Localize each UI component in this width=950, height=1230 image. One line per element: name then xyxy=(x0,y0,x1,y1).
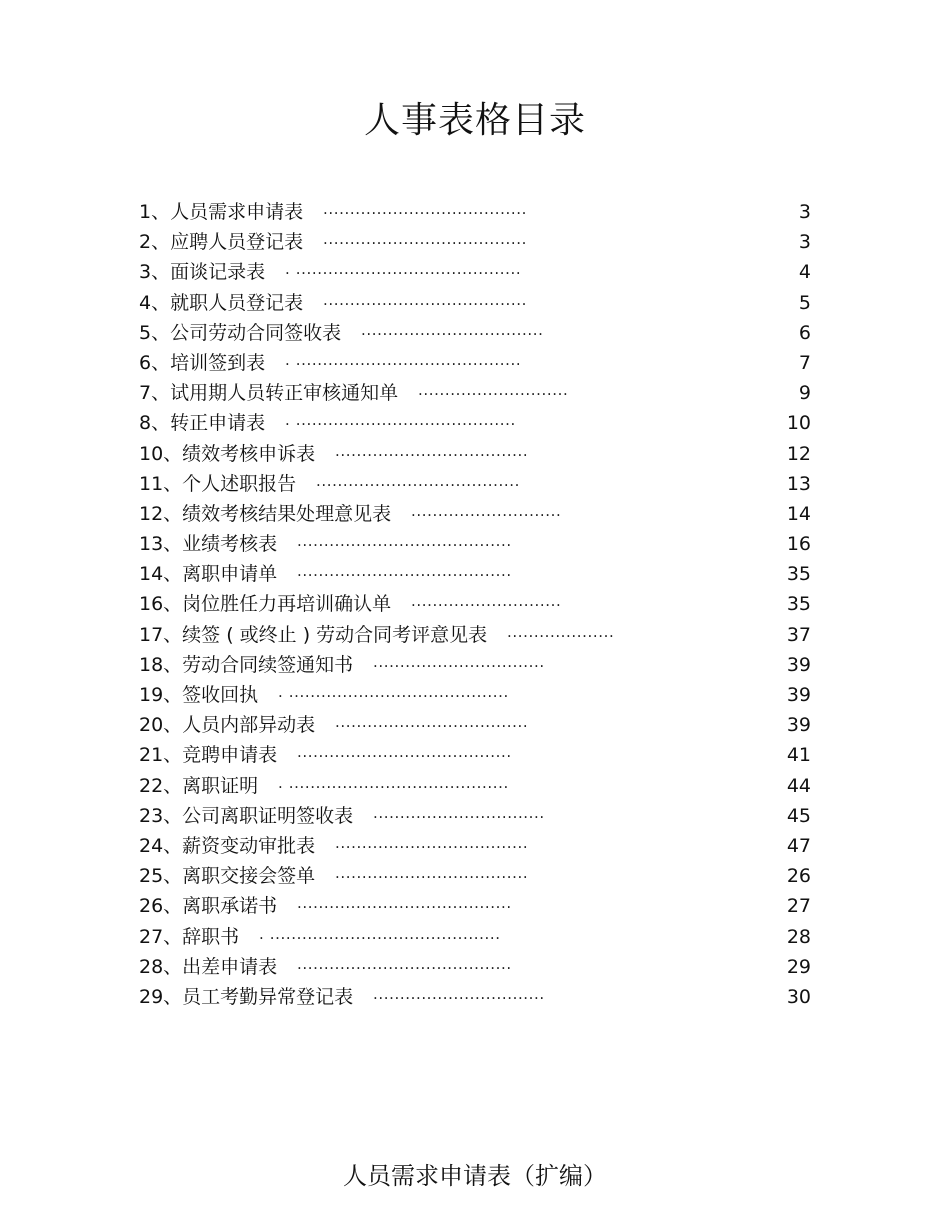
toc-dot-leader: ................................ xyxy=(373,652,545,671)
toc-entry-page-number: 30 xyxy=(786,985,811,1008)
toc-entry-label: 24、薪资变动审批表 xyxy=(139,834,316,857)
toc-entry-label: 17、续签 ( 或终止 ) 劳动合同考评意见表 xyxy=(139,623,488,646)
toc-entry[interactable] xyxy=(139,680,811,710)
toc-entry-page-number: 3 xyxy=(798,231,811,254)
toc-entry-page-number: 44 xyxy=(786,774,811,797)
toc-entry[interactable] xyxy=(139,891,811,921)
toc-entry-label: 2、应聘人员登记表 xyxy=(139,231,304,254)
toc-dot-leader: . ......................................... xyxy=(278,683,509,701)
toc-entry[interactable] xyxy=(139,922,811,952)
toc-dot-leader: ................................ xyxy=(373,803,545,822)
toc-dot-leader: ............................ xyxy=(411,501,562,520)
toc-entry-label: 13、业绩考核表 xyxy=(139,533,278,556)
toc-dot-leader: .................................... xyxy=(335,864,529,883)
toc-entry[interactable] xyxy=(139,197,811,227)
toc-dot-leader: ...................................... xyxy=(316,471,520,490)
toc-dot-leader: ............................ xyxy=(411,592,562,611)
toc-entry[interactable] xyxy=(139,439,811,469)
toc-entry-page-number: 35 xyxy=(786,593,811,616)
toc-entry[interactable] xyxy=(139,529,811,559)
toc-entry-label: 18、劳动合同续签通知书 xyxy=(139,653,354,676)
toc-entry[interactable] xyxy=(139,982,811,1012)
toc-entry[interactable] xyxy=(139,801,811,831)
section-heading: 人员需求申请表（扩编） xyxy=(343,1162,607,1190)
page-title: 人事表格目录 xyxy=(363,100,586,141)
toc-entry-page-number: 47 xyxy=(786,834,811,857)
toc-entry-label: 11、个人述职报告 xyxy=(139,472,297,495)
toc-entry-page-number: 26 xyxy=(786,865,811,888)
toc-dot-leader: .................................... xyxy=(335,833,529,852)
toc-entry-page-number: 27 xyxy=(786,895,811,918)
toc-entry-label: 4、就职人员登记表 xyxy=(139,291,304,314)
toc-entry-label: 26、离职承诺书 xyxy=(139,895,278,918)
table-of-contents xyxy=(139,197,811,1012)
toc-entry[interactable] xyxy=(139,348,811,378)
toc-entry-label: 27、辞职书 xyxy=(139,925,240,948)
toc-entry-label: 3、面谈记录表 xyxy=(139,261,266,284)
toc-entry-label: 12、绩效考核结果处理意见表 xyxy=(139,502,392,525)
toc-entry-page-number: 28 xyxy=(786,925,811,948)
toc-entry-page-number: 9 xyxy=(798,382,811,405)
toc-dot-leader: . ......................................... xyxy=(285,411,516,430)
toc-entry-label: 8、转正申请表 xyxy=(139,412,266,435)
toc-dot-leader: ............................ xyxy=(418,381,569,400)
toc-dot-leader: .................................... xyxy=(335,713,529,732)
toc-dot-leader: . ......................................... xyxy=(278,773,509,792)
toc-entry[interactable] xyxy=(139,620,811,650)
toc-entry-page-number: 7 xyxy=(798,351,811,374)
toc-dot-leader: ........................................ xyxy=(297,532,512,551)
toc-entry[interactable] xyxy=(139,318,811,348)
toc-entry-label: 22、离职证明 xyxy=(139,774,259,797)
toc-entry-page-number: 3 xyxy=(798,201,811,223)
toc-entry-page-number: 4 xyxy=(798,261,811,284)
toc-entry[interactable] xyxy=(139,257,811,287)
toc-entry[interactable] xyxy=(139,378,811,408)
toc-entry-page-number: 29 xyxy=(786,955,811,978)
toc-entry-page-number: 41 xyxy=(786,744,811,767)
toc-dot-leader: ........................................ xyxy=(297,562,512,581)
toc-entry-page-number: 13 xyxy=(786,472,811,495)
toc-entry-page-number: 37 xyxy=(786,623,811,646)
toc-dot-leader: ...................................... xyxy=(323,230,527,249)
toc-dot-leader: .................................. xyxy=(361,320,544,339)
toc-entry[interactable] xyxy=(139,710,811,740)
toc-entry[interactable] xyxy=(139,499,811,529)
toc-entry-label: 29、员工考勤异常登记表 xyxy=(139,985,354,1008)
toc-entry[interactable] xyxy=(139,740,811,770)
toc-entry-page-number: 12 xyxy=(786,442,811,465)
toc-dot-leader: ........................................ xyxy=(297,954,512,973)
toc-dot-leader: ........................................ xyxy=(297,743,512,762)
toc-entry-label: 19、签收回执 xyxy=(139,684,259,706)
toc-entry[interactable] xyxy=(139,952,811,982)
toc-entry-page-number: 39 xyxy=(786,653,811,676)
toc-dot-leader: .................................... xyxy=(335,441,529,460)
toc-entry[interactable] xyxy=(139,589,811,619)
toc-entry[interactable] xyxy=(139,650,811,680)
toc-entry-page-number: 5 xyxy=(798,291,811,314)
toc-entry-label: 10、绩效考核申诉表 xyxy=(139,442,316,465)
toc-entry-page-number: 39 xyxy=(786,714,811,737)
toc-entry[interactable] xyxy=(139,861,811,891)
toc-entry-label: 1、人员需求申请表 xyxy=(139,201,304,223)
toc-entry-page-number: 10 xyxy=(786,412,811,435)
toc-entry-label: 25、离职交接会签单 xyxy=(139,865,316,888)
toc-entry[interactable] xyxy=(139,831,811,861)
toc-entry-label: 6、培训签到表 xyxy=(139,351,266,374)
toc-dot-leader: .................... xyxy=(507,622,615,641)
toc-entry-page-number: 16 xyxy=(786,533,811,556)
toc-entry[interactable] xyxy=(139,408,811,438)
toc-entry-label: 16、岗位胜任力再培训确认单 xyxy=(139,593,392,616)
toc-dot-leader: ...................................... xyxy=(323,200,527,218)
toc-dot-leader: ........................................ xyxy=(297,894,512,913)
toc-entry[interactable] xyxy=(139,469,811,499)
toc-dot-leader: ................................ xyxy=(373,984,545,1003)
toc-entry-label: 21、竞聘申请表 xyxy=(139,744,278,767)
toc-entry-label: 7、试用期人员转正审核通知单 xyxy=(139,382,399,405)
toc-dot-leader: . .......................................... xyxy=(285,260,522,279)
toc-entry-page-number: 6 xyxy=(798,321,811,344)
toc-entry[interactable] xyxy=(139,227,811,257)
toc-entry[interactable] xyxy=(139,288,811,318)
toc-dot-leader: . .......................................... xyxy=(285,350,522,369)
toc-dot-leader: ...................................... xyxy=(323,290,527,309)
toc-entry[interactable] xyxy=(139,771,811,801)
toc-entry-label: 20、人员内部异动表 xyxy=(139,714,316,737)
toc-entry-page-number: 14 xyxy=(786,502,811,525)
toc-entry-label: 5、公司劳动合同签收表 xyxy=(139,321,342,344)
toc-entry-page-number: 39 xyxy=(786,684,811,706)
toc-entry-page-number: 45 xyxy=(786,804,811,827)
toc-entry-label: 23、公司离职证明签收表 xyxy=(139,804,354,827)
toc-entry[interactable] xyxy=(139,559,811,589)
toc-entry-page-number: 35 xyxy=(786,563,811,586)
toc-entry-label: 14、离职申请单 xyxy=(139,563,278,586)
toc-entry-label: 28、出差申请表 xyxy=(139,955,278,978)
toc-dot-leader: . ........................................... xyxy=(259,924,501,943)
